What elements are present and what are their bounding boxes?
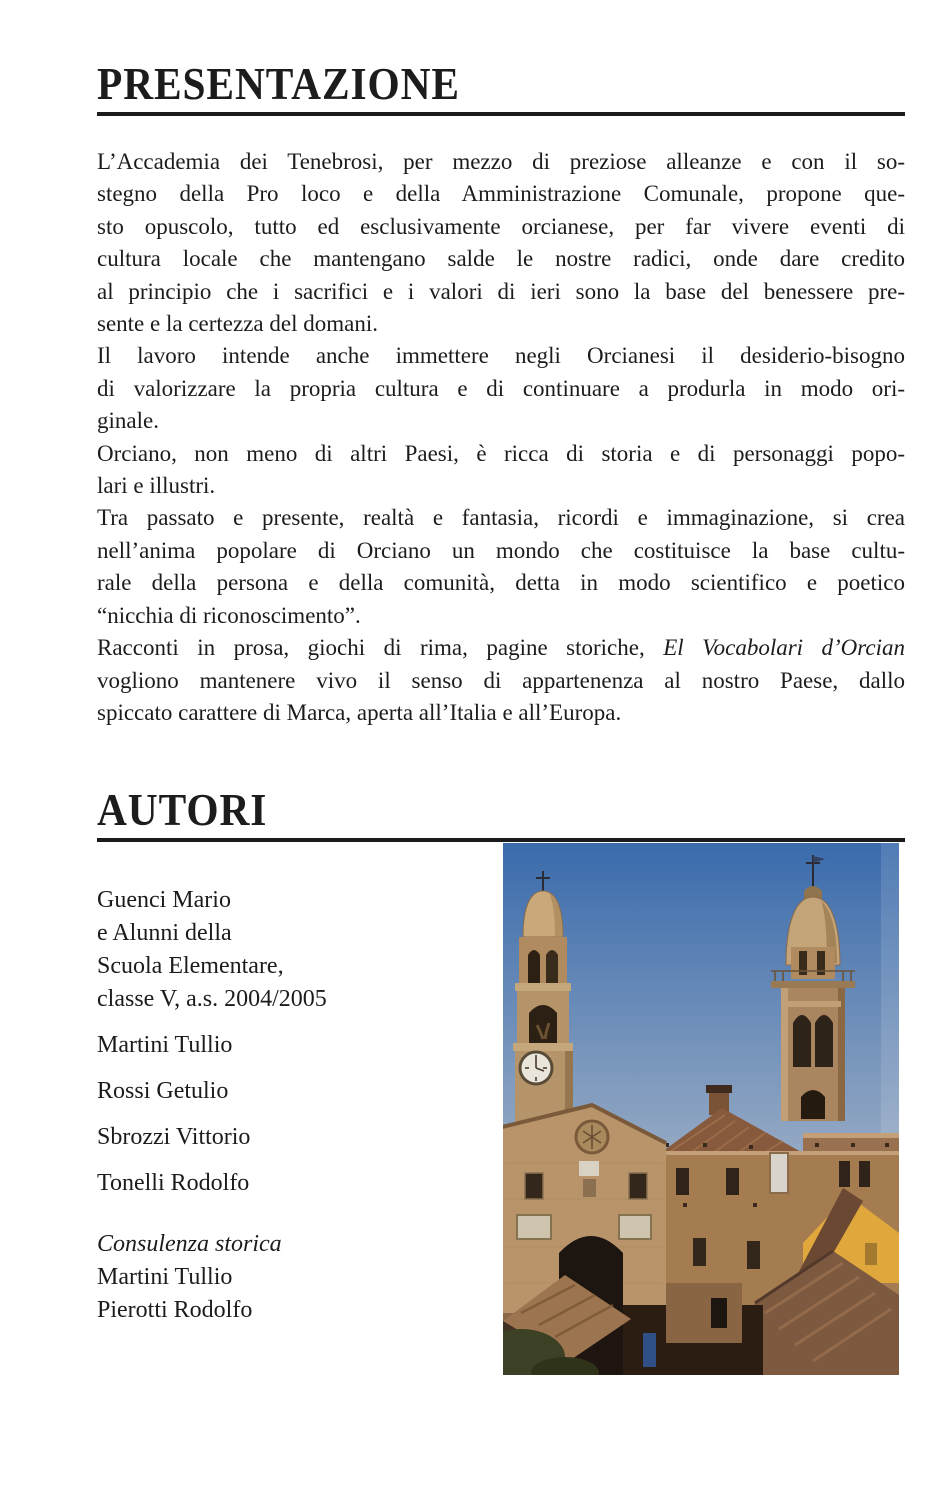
presentation-heading: PRESENTAZIONE — [97, 58, 460, 109]
text-line: al principio che i sacrifici e i valori di ieri sono la base del benessere pre- — [97, 278, 905, 304]
consultancy-block — [97, 1228, 497, 1327]
consultancy-name: Martini Tullio — [97, 1264, 233, 1290]
presentation-body — [97, 146, 905, 729]
text-line: L’Accademia dei Tenebrosi, per mezzo di preziose alleanze e con il so- — [97, 149, 905, 174]
orciano-photo — [503, 843, 899, 1375]
italic-title-run: El Vocabolari d’Orcian — [663, 635, 905, 661]
authors-underline — [97, 838, 905, 842]
orciano-photo-art — [503, 843, 899, 1375]
text-line: “nicchia di riconoscimento”. — [97, 602, 361, 628]
sky-edge-haze — [881, 843, 899, 1143]
consultancy-title: Consulenza storica — [97, 1231, 282, 1257]
author-line: Guenci Mario — [97, 887, 231, 913]
text-line: vogliono mantenere vivo il senso di appartenenza al nostro Paese, dallo — [97, 667, 905, 693]
author-line: Martini Tullio — [97, 1032, 233, 1058]
authors-heading: AUTORI — [97, 784, 268, 835]
text-line: ginale. — [97, 408, 159, 434]
author-line: Scuola Elementare, — [97, 953, 284, 979]
text-line: cultura locale che mantengano salde le nostre radici, onde dare credito — [97, 246, 905, 272]
right-tower-belfry-arch — [793, 1015, 811, 1067]
author-entry — [97, 1167, 497, 1200]
presentation-heading-row — [97, 60, 905, 108]
author-line: e Alunni della — [97, 920, 232, 946]
memorial-plaque — [517, 1215, 551, 1239]
consultancy-name: Pierotti Rodolfo — [97, 1297, 253, 1323]
authors-section — [97, 786, 905, 842]
text-line: sente e la certezza del domani. — [97, 311, 378, 337]
text-line: di valorizzare la propria cultura e di continuare a produrla in modo ori- — [97, 375, 905, 401]
text-line — [97, 632, 905, 664]
text-line: Tra passato e presente, realtà e fantasia, ricordi e immaginazione, si crea — [97, 505, 905, 531]
text-line: rale della persona e della comunità, detta in modo scientifico e poetico — [97, 570, 905, 596]
author-entry — [97, 1075, 497, 1108]
text-run: Racconti in prosa, giochi di rima, pagine storiche, — [97, 635, 664, 661]
author-line: Sbrozzi Vittorio — [97, 1124, 251, 1150]
blue-sign — [643, 1333, 656, 1367]
author-entry — [97, 1121, 497, 1154]
text-line: stegno della Pro loco e della Amministrazione Comunale, propone que- — [97, 181, 905, 207]
author-line: classe V, a.s. 2004/2005 — [97, 986, 327, 1012]
text-line: sto opuscolo, tutto ed esclusivamente orcianese, per far vivere eventi di — [97, 213, 905, 239]
author-line: Tonelli Rodolfo — [97, 1170, 250, 1196]
text-line: spiccato carattere di Marca, aperta all’Italia e all’Europa. — [97, 699, 622, 725]
presentation-section — [97, 60, 905, 729]
authors-heading-row — [97, 786, 905, 834]
author-entry — [97, 884, 497, 1016]
facade-plaque-top — [579, 1161, 599, 1176]
curtained-window — [770, 1153, 788, 1193]
author-entry — [97, 1029, 497, 1062]
authors-list — [97, 884, 497, 1200]
memorial-plaque — [619, 1215, 651, 1239]
text-line: lari e illustri. — [97, 473, 216, 499]
presentation-underline — [97, 112, 905, 116]
author-line: Rossi Getulio — [97, 1078, 229, 1104]
text-line: Orciano, non meno di altri Paesi, è ricca di storia e di personaggi popo- — [97, 440, 905, 466]
text-line: Il lavoro intende anche immettere negli Orcianesi il desiderio-bisogno — [97, 343, 905, 369]
text-line: nell’anima popolare di Orciano un mondo che costituisce la base cultu- — [97, 537, 905, 563]
